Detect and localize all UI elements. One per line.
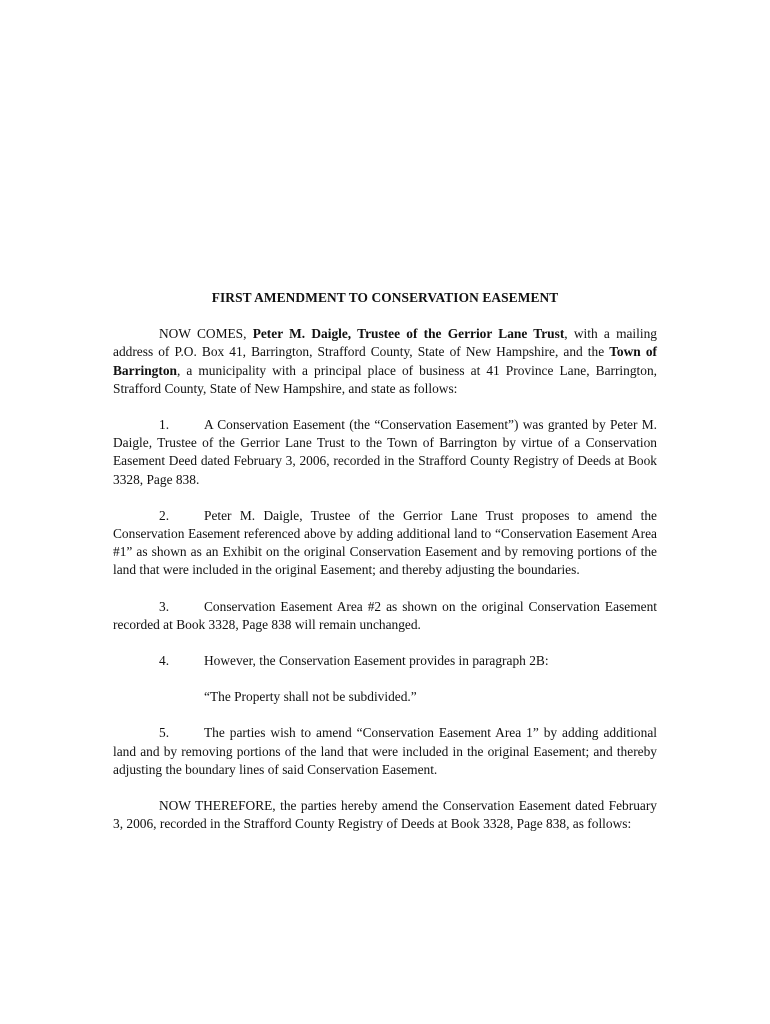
paragraph-2 — [113, 507, 657, 580]
paragraph-text: Peter M. Daigle, Trustee of the Gerrior Lane Trust proposes to amend the Conservation Easement referenced above by adding additional land to “Conservation Easement Area #1” as shown as an Exhibit on the original Conservation Easement and by removing portions of the land that were included in the original Easement; and thereby adjusting the boundaries. — [113, 507, 657, 578]
paragraph-number: 1. — [159, 417, 170, 433]
paragraph-text: Conservation Easement Area #2 as shown on the original Conservation Easement recorded at Book 3328, Page 838 will remain unchanged. — [113, 598, 657, 632]
intro-lead: NOW COMES, — [159, 326, 253, 342]
paragraph-5 — [113, 724, 657, 779]
closing-paragraph: NOW THEREFORE, the parties hereby amend the Conservation Easement dated February 3, 2006, recorded in the Strafford County Registry of Deeds at Book 3328, Page 838, as follows: — [113, 798, 657, 832]
intro-address-text: , with a mailing address of P.O. Box 41, Barrington, Strafford County, State of New Hampshire, and the — [113, 326, 657, 360]
paragraph-number: 2. — [159, 507, 170, 523]
paragraph-text: A Conservation Easement (the “Conservation Easement”) was granted by Peter M. Daigle, Trustee of the Gerrior Lane Trust to the Town of Barrington by virtue of a Conservation Easement Deed dated February 3, 2006, recorded in the Strafford County Registry of Deeds at Book 3328, Page 838. — [113, 417, 657, 487]
party-town: Town of Barrington — [113, 344, 657, 378]
document-title: FIRST AMENDMENT TO CONSERVATION EASEMENT — [211, 290, 559, 305]
paragraph-4 — [113, 652, 657, 670]
paragraph-text: The parties wish to amend “Conservation Easement Area 1” by adding additional land and by removing portions of the land that were included in the original Easement; and thereby adjusting the boundary lines of said Conservation Easement. — [113, 725, 657, 777]
paragraph-number: 5. — [159, 725, 170, 741]
paragraph-3 — [113, 598, 657, 634]
quoted-provision: “The Property shall not be subdivided.” — [204, 689, 417, 705]
document-body — [113, 289, 657, 851]
paragraph-number: 3. — [159, 598, 170, 614]
party-trustee: Peter M. Daigle, Trustee of the Gerrior Lane Trust — [252, 326, 565, 342]
paragraph-1 — [113, 416, 657, 489]
intro-paragraph — [113, 325, 657, 398]
intro-closing-text: , a municipality with a principal place of business at 41 Province Lane, Barrington, Strafford County, State of New Hampshire, and state as follows: — [113, 362, 657, 396]
paragraph-text: However, the Conservation Easement provides in paragraph 2B: — [204, 653, 549, 669]
paragraph-number: 4. — [159, 653, 170, 669]
